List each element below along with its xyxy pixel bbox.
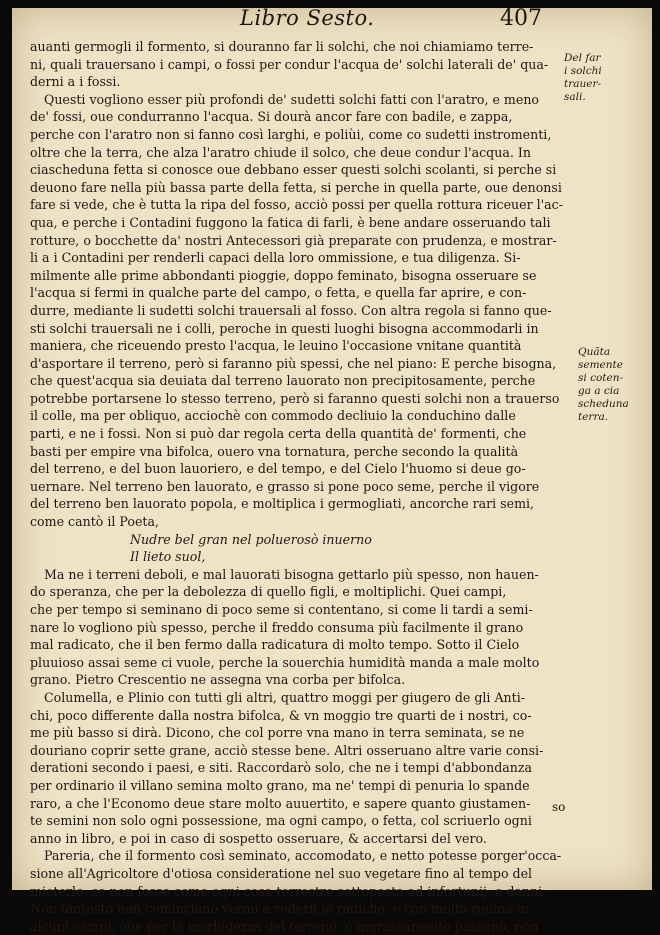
margin-note-semente <box>578 346 652 424</box>
page-number: 407 <box>500 6 542 31</box>
verse-line: Nudre bel gran nel poluerosò inuerno <box>130 531 372 547</box>
text-line: derni a i fossi. <box>30 74 121 90</box>
paragraph <box>30 91 562 531</box>
text-line: del terreno, e del buon lauoriero, e del tempo, e del Cielo l'huomo si deue go- <box>30 461 526 477</box>
paragraph <box>30 566 562 689</box>
text-line: milmente alle prime abbondanti pioggie, doppo feminato, bisogna osseruare se <box>30 267 537 283</box>
text-line: anno in libro, e poi in caso di sospetto osseruare, & accertarsi del vero. <box>30 830 487 846</box>
margin-note-line: Quãta <box>578 346 611 358</box>
margin-note-line: i solchi <box>564 65 602 77</box>
paragraph <box>30 689 562 847</box>
text-line: deuono fare nella più bassa parte della fetta, si perche in quella parte, oue denonsi <box>30 179 562 195</box>
verse-quote <box>30 531 562 566</box>
margin-note-line: semente <box>578 359 623 371</box>
margin-note-line: sali. <box>564 91 586 103</box>
catchword: so <box>552 800 566 814</box>
text-line: fare si vede, che è tutta la ripa del fosso, acciò possi per quella rottura riceuer l'ac- <box>30 197 563 213</box>
text-line: douriano coprir sette grane, acciò stesse bene. Altri osseruano altre varie consi- <box>30 742 544 758</box>
text-line: auanti germogli il formento, si douranno far li solchi, che noi chiamiamo terre- <box>30 39 534 54</box>
text-line: alcuni campi, oue per la morbidezza del terreno, o ingrassamento passono, non <box>30 918 539 934</box>
text-line: Columella, e Plinio con tutti gli altri, quattro moggi per giugero de gli Anti- <box>44 689 526 705</box>
text-line: perche con l'aratro non si fanno così larghi, e poliùi, come co sudetti instromenti, <box>30 126 552 142</box>
text-line: oltre che la terra, che alza l'aratro chiude il solco, che deue condur l'acqua. In <box>30 144 531 160</box>
text-line: nare lo vogliono più spesso, perche il freddo consuma più facilmente il grano <box>30 619 524 635</box>
text-line: Pareria, che il formento così seminato, accomodato, e netto potesse porger'occa- <box>44 848 562 864</box>
text-line: li a i Contadini per renderli capaci della loro ommissione, e tua diligenza. Si- <box>30 250 521 266</box>
text-line: me più basso si dirà. Dicono, che col porre vna mano in terra seminata, se ne <box>30 725 525 741</box>
paragraph <box>30 38 562 91</box>
text-line: Ma ne i terreni deboli, e mal lauorati bisogna gettarlo più spesso, non hauen- <box>44 566 539 582</box>
text-line: mieterlo, se non fosse come ogni cosa terrestre sottoposta ad infortunij, e danni. <box>30 883 547 899</box>
text-line: sti solchi trauersali ne i colli, peroche in questi luoghi bisogna accommodarli in <box>30 320 539 336</box>
text-line: basti per empire vna bifolca, ouero vna tornatura, perche secondo la qualità <box>30 443 519 459</box>
text-line: ni, quali trauersano i campi, o fossi per condur l'acqua de' solchi laterali de' qua- <box>30 56 549 72</box>
text-line: che per tempo si seminano di poco seme si contentano, si come li tardi a semi- <box>30 602 533 617</box>
body-text <box>30 38 562 935</box>
paragraph <box>30 847 562 935</box>
text-line: raro, a che l'Economo deue stare molto auuertito, e sapere quanto giustamen- <box>30 795 531 811</box>
text-line: ciascheduna fetta si conosce oue debbano esser questi solchi scolanti, si perche si <box>30 162 557 178</box>
text-line: pluuioso assai seme ci vuole, perche la souerchia humidità manda a male molto <box>30 654 540 670</box>
margin-note-line: ga a cia <box>578 385 620 397</box>
text-line: potrebbe portarsene lo stesso terreno, però si faranno questi solchi non a trauerso <box>30 390 560 406</box>
text-line: te semini non solo ogni possessione, ma ogni campo, o fetta, col scriuerlo ogni <box>30 813 532 829</box>
margin-note-line: si coten- <box>578 372 624 384</box>
text-line: l'acqua si fermi in qualche parte del campo, o fetta, e quella far aprire, e con- <box>30 285 527 301</box>
text-line: mal radicato, che il ben fermo dalla radicatura di molto tempo. Sotto il Cielo <box>30 637 520 653</box>
text-line: de' fossi, oue condurranno l'acqua. Si dourà ancor fare con badile, e zappa, <box>30 109 513 125</box>
text-line: il colle, ma per obliquo, acciochè con commodo decliuio la conduchino dalle <box>30 408 516 424</box>
text-line: Non tantosto non cominciano vermi a roderli le radiche, e con molta rouina in <box>30 901 529 917</box>
verse-line: Il lieto suol, <box>130 549 206 565</box>
running-title: Libro Sesto. <box>240 6 375 30</box>
margin-note-line: scheduna terra. <box>578 398 629 423</box>
text-line: qua, e perche i Contadini fuggono la fatica di farli, è bene andare osseruando tali <box>30 214 551 230</box>
margin-note-line: Del far <box>564 52 601 64</box>
text-line: uernare. Nel terreno ben lauorato, e grasso si pone poco seme, perche il vigore <box>30 478 540 494</box>
text-line: maniera, che riceuendo presto l'acqua, le leuino l'occasione vnitane quantità <box>30 338 522 354</box>
text-line: che quest'acqua sia deuiata dal terreno lauorato non precipitosamente, perche <box>30 373 536 389</box>
text-line: del terreno ben lauorato popola, e moltiplica i germogliati, ancorche rari semi, <box>30 496 535 512</box>
text-line: d'asportare il terreno, però si faranno più spessi, che nel piano: E perche bisogna, <box>30 355 557 371</box>
text-line: per ordinario il villano semina molto grano, ma ne' tempi di penuria lo spande <box>30 777 530 793</box>
text-line: durre, mediante li sudetti solchi trauersali al fosso. Con altra regola si fanno que- <box>30 302 552 318</box>
text-line: rotture, o bocchette da' nostri Antecessori già preparate con prudenza, e mostrar- <box>30 232 557 248</box>
text-line: derationi secondo i paesi, e siti. Raccordarò solo, che ne i tempi d'abbondanza <box>30 760 533 776</box>
text-line: chi, poco differente dalla nostra bifolca, & vn moggio tre quarti de i nostri, co- <box>30 707 532 723</box>
text-line: do speranza, che per la debolezza di quello figli, e moltiplichi. Quei campi, <box>30 584 507 600</box>
margin-note-solchi <box>564 52 602 104</box>
text-line: sione all'Agricoltore d'otiosa consideratione nel suo vegetare fino al tempo del <box>30 865 533 881</box>
text-line: come cantò il Poeta, <box>30 514 159 530</box>
margin-note-line: trauer- <box>564 78 602 90</box>
text-line: grano. Pietro Crescentio ne assegna vna corba per bifolca. <box>30 672 406 688</box>
text-line: parti, e ne i fossi. Non si può dar regola certa della quantità de' formenti, che <box>30 426 527 442</box>
text-line: Questi vogliono esser più profondi de' sudetti solchi fatti con l'aratro, e meno <box>44 91 540 107</box>
book-page <box>12 6 652 934</box>
